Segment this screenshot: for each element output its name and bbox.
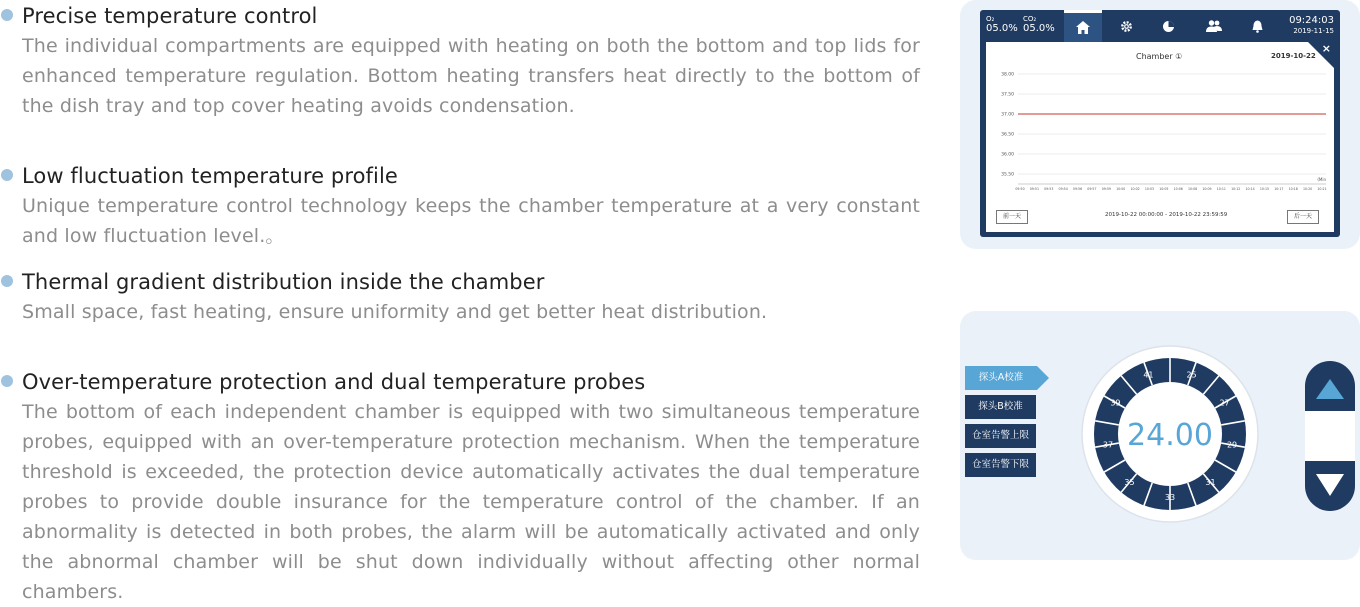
x-tick-label: 09:50 [1015, 187, 1025, 191]
o2-readout [986, 15, 1018, 33]
co2-readout [1023, 15, 1055, 33]
bullet-dot [1, 375, 13, 387]
x-tick-label: 10:20 [1303, 187, 1313, 191]
y-tick-label: 37.00 [1001, 112, 1014, 118]
y-tick-label: 36.50 [1001, 132, 1014, 138]
x-tick-label: 10:08 [1187, 187, 1198, 191]
x-tick-label: 10:00 [1116, 187, 1126, 191]
x-axis-unit: (Min [1317, 177, 1326, 182]
feature-title: Low fluctuation temperature profile [22, 164, 398, 188]
temperature-chart [986, 64, 1334, 209]
clock-date: 2019-11-15 [1293, 27, 1334, 35]
feature-title: Thermal gradient distribution inside the chamber [22, 270, 545, 294]
feature-low-fluctuation [0, 161, 920, 251]
dial-tick-label: 35 [1124, 478, 1135, 488]
chamber-alarm-lower-button[interactable]: 仓室告警下限 [965, 453, 1036, 477]
dial-tick-label: 25 [1186, 370, 1197, 380]
pie-chart-icon[interactable] [1149, 10, 1187, 42]
close-icon[interactable]: × [1321, 42, 1331, 55]
o2-label: O₂ [986, 15, 995, 23]
x-tick-label: 10:09 [1202, 187, 1212, 191]
feature-body: The bottom of each independent chamber is equipped with two simultaneous temperature probes, equipped with an over-temperature protection mechanism. When the temperature threshold is exceeded, the protection device automatically activates the dual temperature probes to provide double insurance for the temperature control of the chamber. If an abnormality is detected in both probes, the alarm will be automatically activated and only the abnormal chamber will be shut down individually without affecting other normal chambers. [22, 401, 920, 603]
clock-time: 09:24:03 [1289, 15, 1334, 26]
x-tick-label: 09:56 [1072, 187, 1083, 191]
dial-tick-label: 37 [1102, 440, 1114, 450]
probe-b-calibration-button[interactable]: 探头B校准 [965, 395, 1036, 419]
dial-tick-label: 31 [1205, 478, 1216, 488]
bullet-dot [1, 9, 13, 21]
feature-thermal-gradient [0, 267, 920, 327]
users-icon[interactable] [1195, 10, 1233, 42]
dial-tick-label: 33 [1164, 492, 1176, 502]
status-bar [980, 10, 1340, 42]
x-tick-label: 10:11 [1216, 187, 1226, 191]
x-tick-label: 09:57 [1087, 187, 1097, 191]
bullet-dot [1, 275, 13, 287]
x-tick-label: 10:21 [1317, 187, 1327, 191]
x-tick-label: 10:05 [1159, 187, 1169, 191]
feature-precise-temperature [0, 1, 920, 121]
increase-button[interactable] [1305, 361, 1355, 411]
probe-a-calibration-button[interactable]: 探头A校准 [965, 366, 1037, 390]
x-tick-label: 10:06 [1173, 187, 1183, 191]
x-tick-label: 10:18 [1288, 187, 1298, 191]
feature-body: Small space, fast heating, ensure uniformity and get better heat distribution. [22, 301, 768, 323]
dial-tick-label: 29 [1226, 440, 1238, 450]
x-tick-label: 09:51 [1029, 187, 1039, 191]
x-tick-label: 10:17 [1274, 187, 1284, 191]
next-day-button[interactable]: 后一天 [1287, 210, 1319, 224]
x-tick-label: 09:54 [1058, 187, 1068, 191]
bell-icon[interactable] [1238, 10, 1276, 42]
dial-tick-label: 27 [1219, 398, 1230, 408]
chamber-date: 2019-10-22 [1271, 52, 1316, 60]
x-tick-label: 09:59 [1101, 187, 1111, 191]
decrease-button[interactable] [1305, 461, 1355, 511]
chamber-title: Chamber ① [1136, 52, 1183, 61]
x-tick-label: 10:02 [1130, 187, 1140, 191]
x-tick-label: 10:03 [1144, 187, 1155, 191]
arrow-up-icon [1316, 379, 1344, 399]
o2-value: 05.0% [986, 23, 1018, 34]
feature-body: Unique temperature control technology keeps the chamber temperature at a very constant and low fluctuation level.。 [22, 195, 920, 247]
chamber-alarm-upper-button[interactable]: 仓室告警上限 [965, 424, 1036, 448]
dial-tick-label: 41 [1143, 370, 1154, 380]
x-tick-label: 10:12 [1231, 187, 1241, 191]
temperature-dial[interactable] [1080, 344, 1260, 524]
y-tick-label: 36.00 [1001, 152, 1014, 158]
date-range: 2019-10-22 00:00:00 - 2019-10-22 23:59:59 [1105, 212, 1228, 218]
feature-over-temperature [0, 367, 920, 607]
x-tick-label: 10:14 [1245, 187, 1255, 191]
value-stepper [1305, 361, 1355, 511]
co2-label: CO₂ [1023, 15, 1037, 23]
co2-value: 05.0% [1023, 23, 1055, 34]
feature-title: Over-temperature protection and dual temperature probes [22, 370, 646, 394]
home-icon[interactable] [1064, 10, 1102, 42]
clock [1289, 15, 1334, 37]
stepper-gap [1305, 411, 1355, 461]
x-tick-label: 10:15 [1259, 187, 1270, 191]
feature-body: The individual compartments are equipped with heating on both the bottom and top lids for enhanced temperature regulation. Bottom heating transfers heat directly to the bottom of the dish tray and top cover heating avoids condensation. [22, 35, 920, 117]
gear-icon[interactable] [1107, 10, 1145, 42]
bullet-dot [1, 169, 13, 181]
dial-tick-label: 39 [1110, 398, 1121, 408]
device-screen [980, 10, 1340, 237]
arrow-down-icon [1316, 474, 1344, 496]
chamber-chart-view [986, 42, 1334, 232]
prev-day-button[interactable]: 前一天 [996, 210, 1028, 224]
x-tick-label: 09:53 [1044, 187, 1054, 191]
y-tick-label: 35.50 [1001, 172, 1014, 178]
device-screen-panel [960, 0, 1360, 249]
feature-title: Precise temperature control [22, 4, 318, 28]
y-tick-label: 38.00 [1001, 72, 1014, 78]
y-tick-label: 37.50 [1001, 92, 1014, 98]
dial-value: 24.00 [1127, 418, 1213, 453]
device-dial-panel [960, 311, 1360, 560]
